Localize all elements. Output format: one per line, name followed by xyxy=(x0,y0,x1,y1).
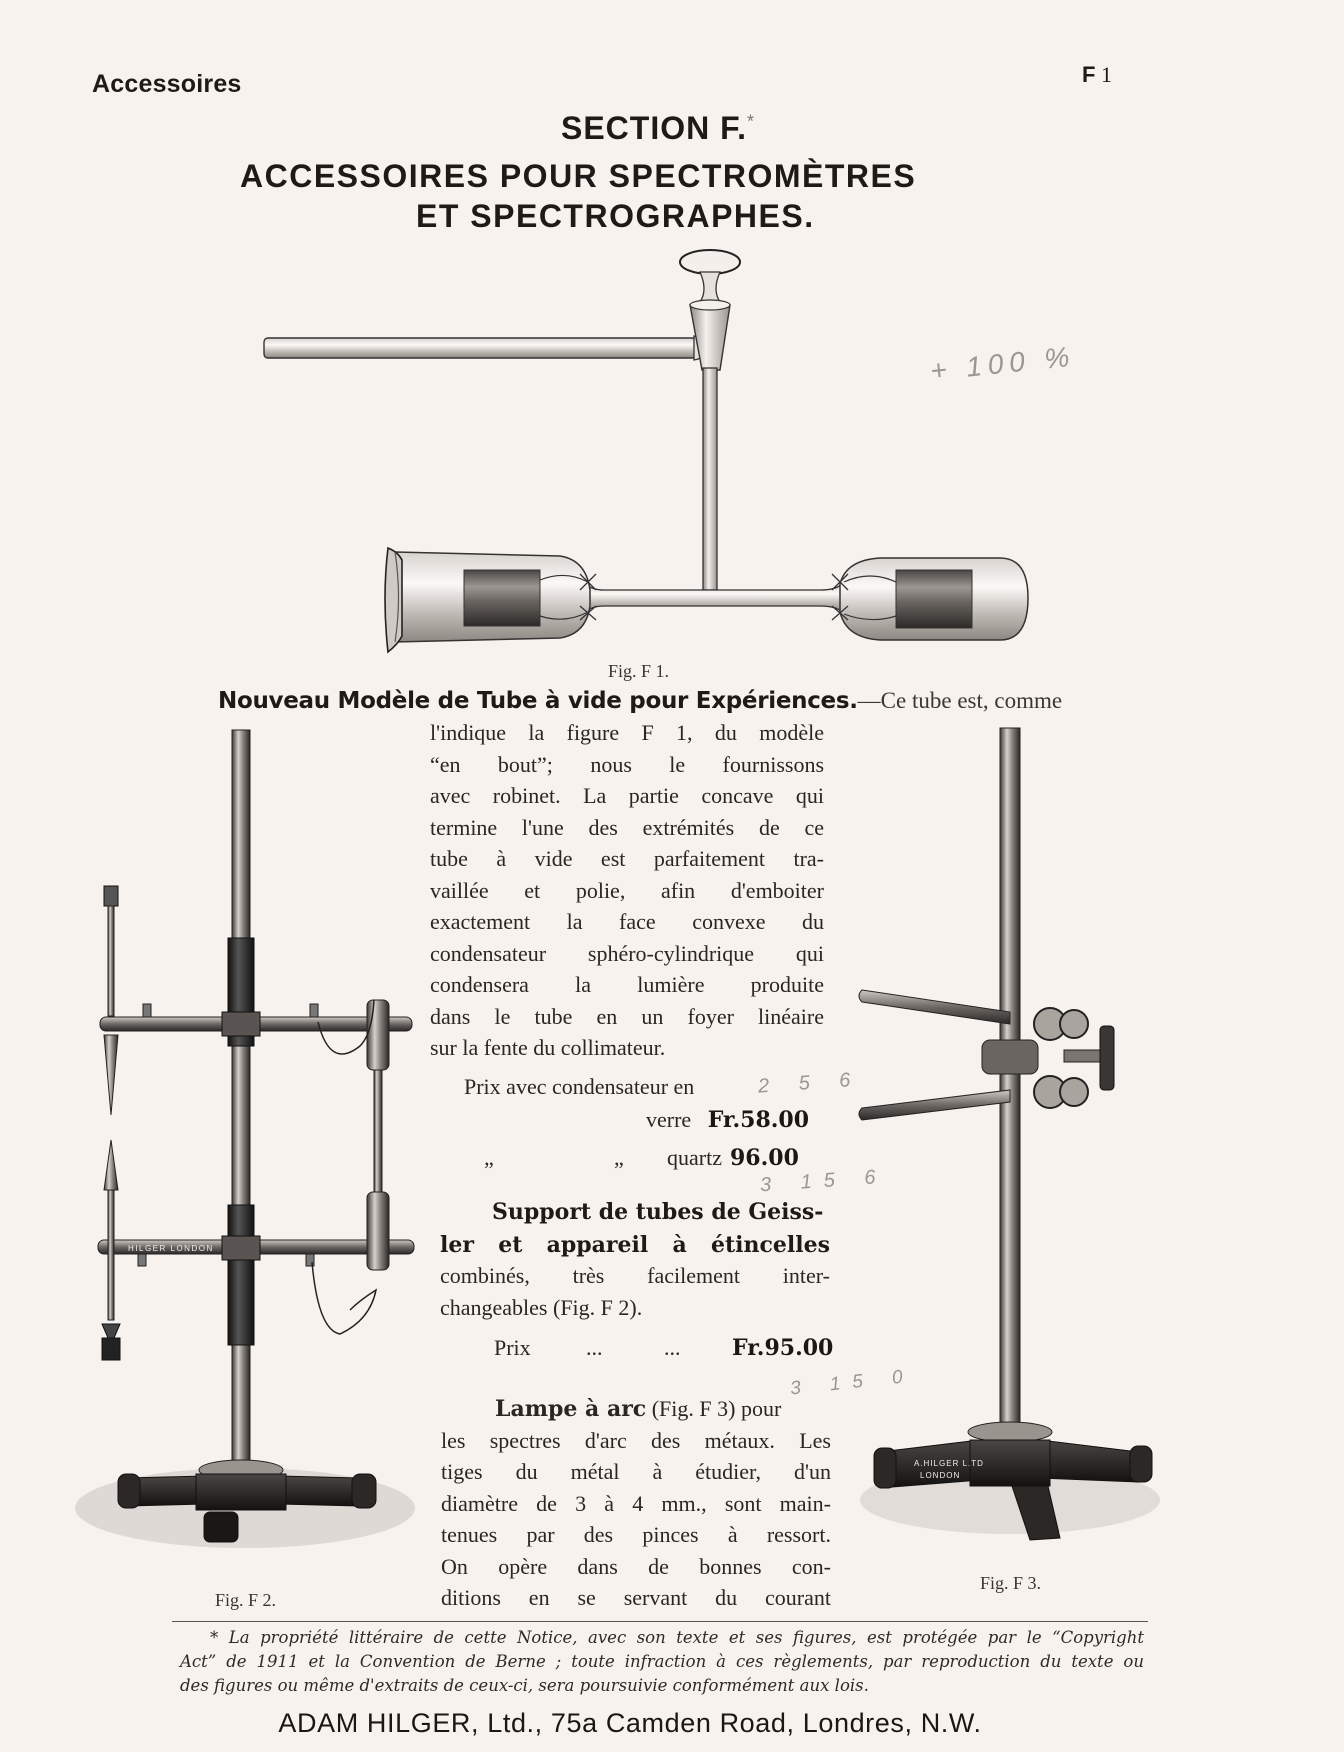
heading-line: Support de tubes de Geiss- xyxy=(492,1199,824,1225)
footnote-line: * La propriété littéraire de cette Notice, avec son texte et ses figures, est protégée par le “Copyright xyxy=(210,1628,1144,1647)
heading-line: ler et appareil à étincelles xyxy=(440,1232,830,1258)
publisher-imprint xyxy=(0,1708,1344,1739)
body-line: On opère dans de bonnes con- xyxy=(441,1553,831,1579)
article-1-title: Nouveau Modèle de Tube à vide pour Expériences. xyxy=(218,688,858,714)
engraving-a-hilger: A.HILGER L.TD xyxy=(914,1459,984,1468)
price-label: Prix xyxy=(494,1335,531,1360)
figure-f1-caption: Fig. F 1. xyxy=(608,661,670,681)
price-value: Fr.58.00 xyxy=(707,1107,810,1133)
section-label: SECTION F. xyxy=(560,110,747,146)
body-line: condensera la lumière produite xyxy=(430,972,824,997)
figure-f2-caption: Fig. F 2. xyxy=(215,1590,277,1610)
imprint-text: ADAM HILGER, Ltd., 75a Camden Road, Londres, N.W. xyxy=(278,1708,982,1738)
price-value: Fr.95.00 xyxy=(732,1335,834,1361)
title-line-2: ET SPECTROGRAPHES. xyxy=(416,198,815,234)
body-line: vaillée et polie, afin d'emboiter xyxy=(430,877,824,903)
body-line: l'indique la figure F 1, du modèle xyxy=(430,720,824,745)
figure-f3-caption: Fig. F 3. xyxy=(980,1573,1042,1593)
copyright-footnote xyxy=(180,1626,1144,1698)
body-line: “en bout”; nous le fournissons xyxy=(430,751,824,777)
article-1-run-in: —Ce tube est, comme xyxy=(857,688,1063,713)
footnote-mark: * xyxy=(747,111,756,132)
body-line: dans le tube en un foyer linéaire xyxy=(430,1003,824,1029)
body-line: avec robinet. La partie concave qui xyxy=(430,783,824,808)
body-line: tube à vide est parfaitement tra- xyxy=(430,846,824,871)
body-line: les spectres d'arc des métaux. Les xyxy=(441,1427,831,1453)
engraving-london: LONDON xyxy=(920,1471,961,1480)
footnote-line: des figures ou même d'extraits de ceux-ci, sera poursuivie conformément aux lois. xyxy=(180,1676,869,1695)
body-line: sur la fente du collimateur. xyxy=(430,1035,666,1060)
price-label: verre xyxy=(646,1107,692,1132)
handwritten-price-note: 3 15 6 xyxy=(759,1165,889,1197)
running-head: Accessoires xyxy=(92,70,242,98)
ditto-mark: „ xyxy=(614,1145,624,1170)
price-label: quartz xyxy=(667,1145,722,1170)
handwritten-price-note: 3 15 0 xyxy=(789,1365,916,1400)
electrode-holders xyxy=(859,990,1114,1120)
body-line: ditions en se servant du courant xyxy=(441,1585,831,1610)
body-line: combinés, très facilement inter- xyxy=(440,1263,830,1288)
footnote-line: Act” de 1911 et la Convention de Berne ; toute infraction à ces règlements, par reproduction du texte ou xyxy=(180,1652,1144,1671)
page-number-value: 1 xyxy=(1100,62,1112,87)
body-line: exactement la face convexe du xyxy=(430,909,824,934)
engraving-hilger-london: HILGER LONDON xyxy=(128,1244,214,1253)
price-leader: ... xyxy=(664,1335,681,1360)
page-letter: F xyxy=(1082,62,1096,87)
title-line-1: ACCESSOIRES POUR SPECTROMÈTRES xyxy=(240,158,917,194)
handwritten-price-note: 2 5 6 xyxy=(757,1068,864,1098)
ditto-mark: „ xyxy=(484,1145,494,1170)
price-value: 96.00 xyxy=(730,1145,799,1171)
article-3-title: Lampe à arc xyxy=(495,1396,647,1422)
article-3-run-in: (Fig. F 3) pour xyxy=(651,1396,782,1421)
body-line: condensateur sphéro-cylindrique qui xyxy=(430,940,824,966)
body-line: tenues par des pinces à ressort. xyxy=(441,1522,831,1547)
footnote-divider xyxy=(172,1621,1148,1622)
body-line: tiges du métal à étudier, d'un xyxy=(441,1459,831,1484)
body-line: changeables (Fig. F 2). xyxy=(440,1294,643,1320)
handwritten-markup-note: + 100 % xyxy=(928,340,1077,387)
price-intro: Prix avec condensateur en xyxy=(464,1074,695,1099)
price-leader: ... xyxy=(586,1335,603,1360)
body-line: termine l'une des extrémités de ce xyxy=(430,814,824,840)
body-line: diamètre de 3 à 4 mm., sont main- xyxy=(441,1490,831,1516)
